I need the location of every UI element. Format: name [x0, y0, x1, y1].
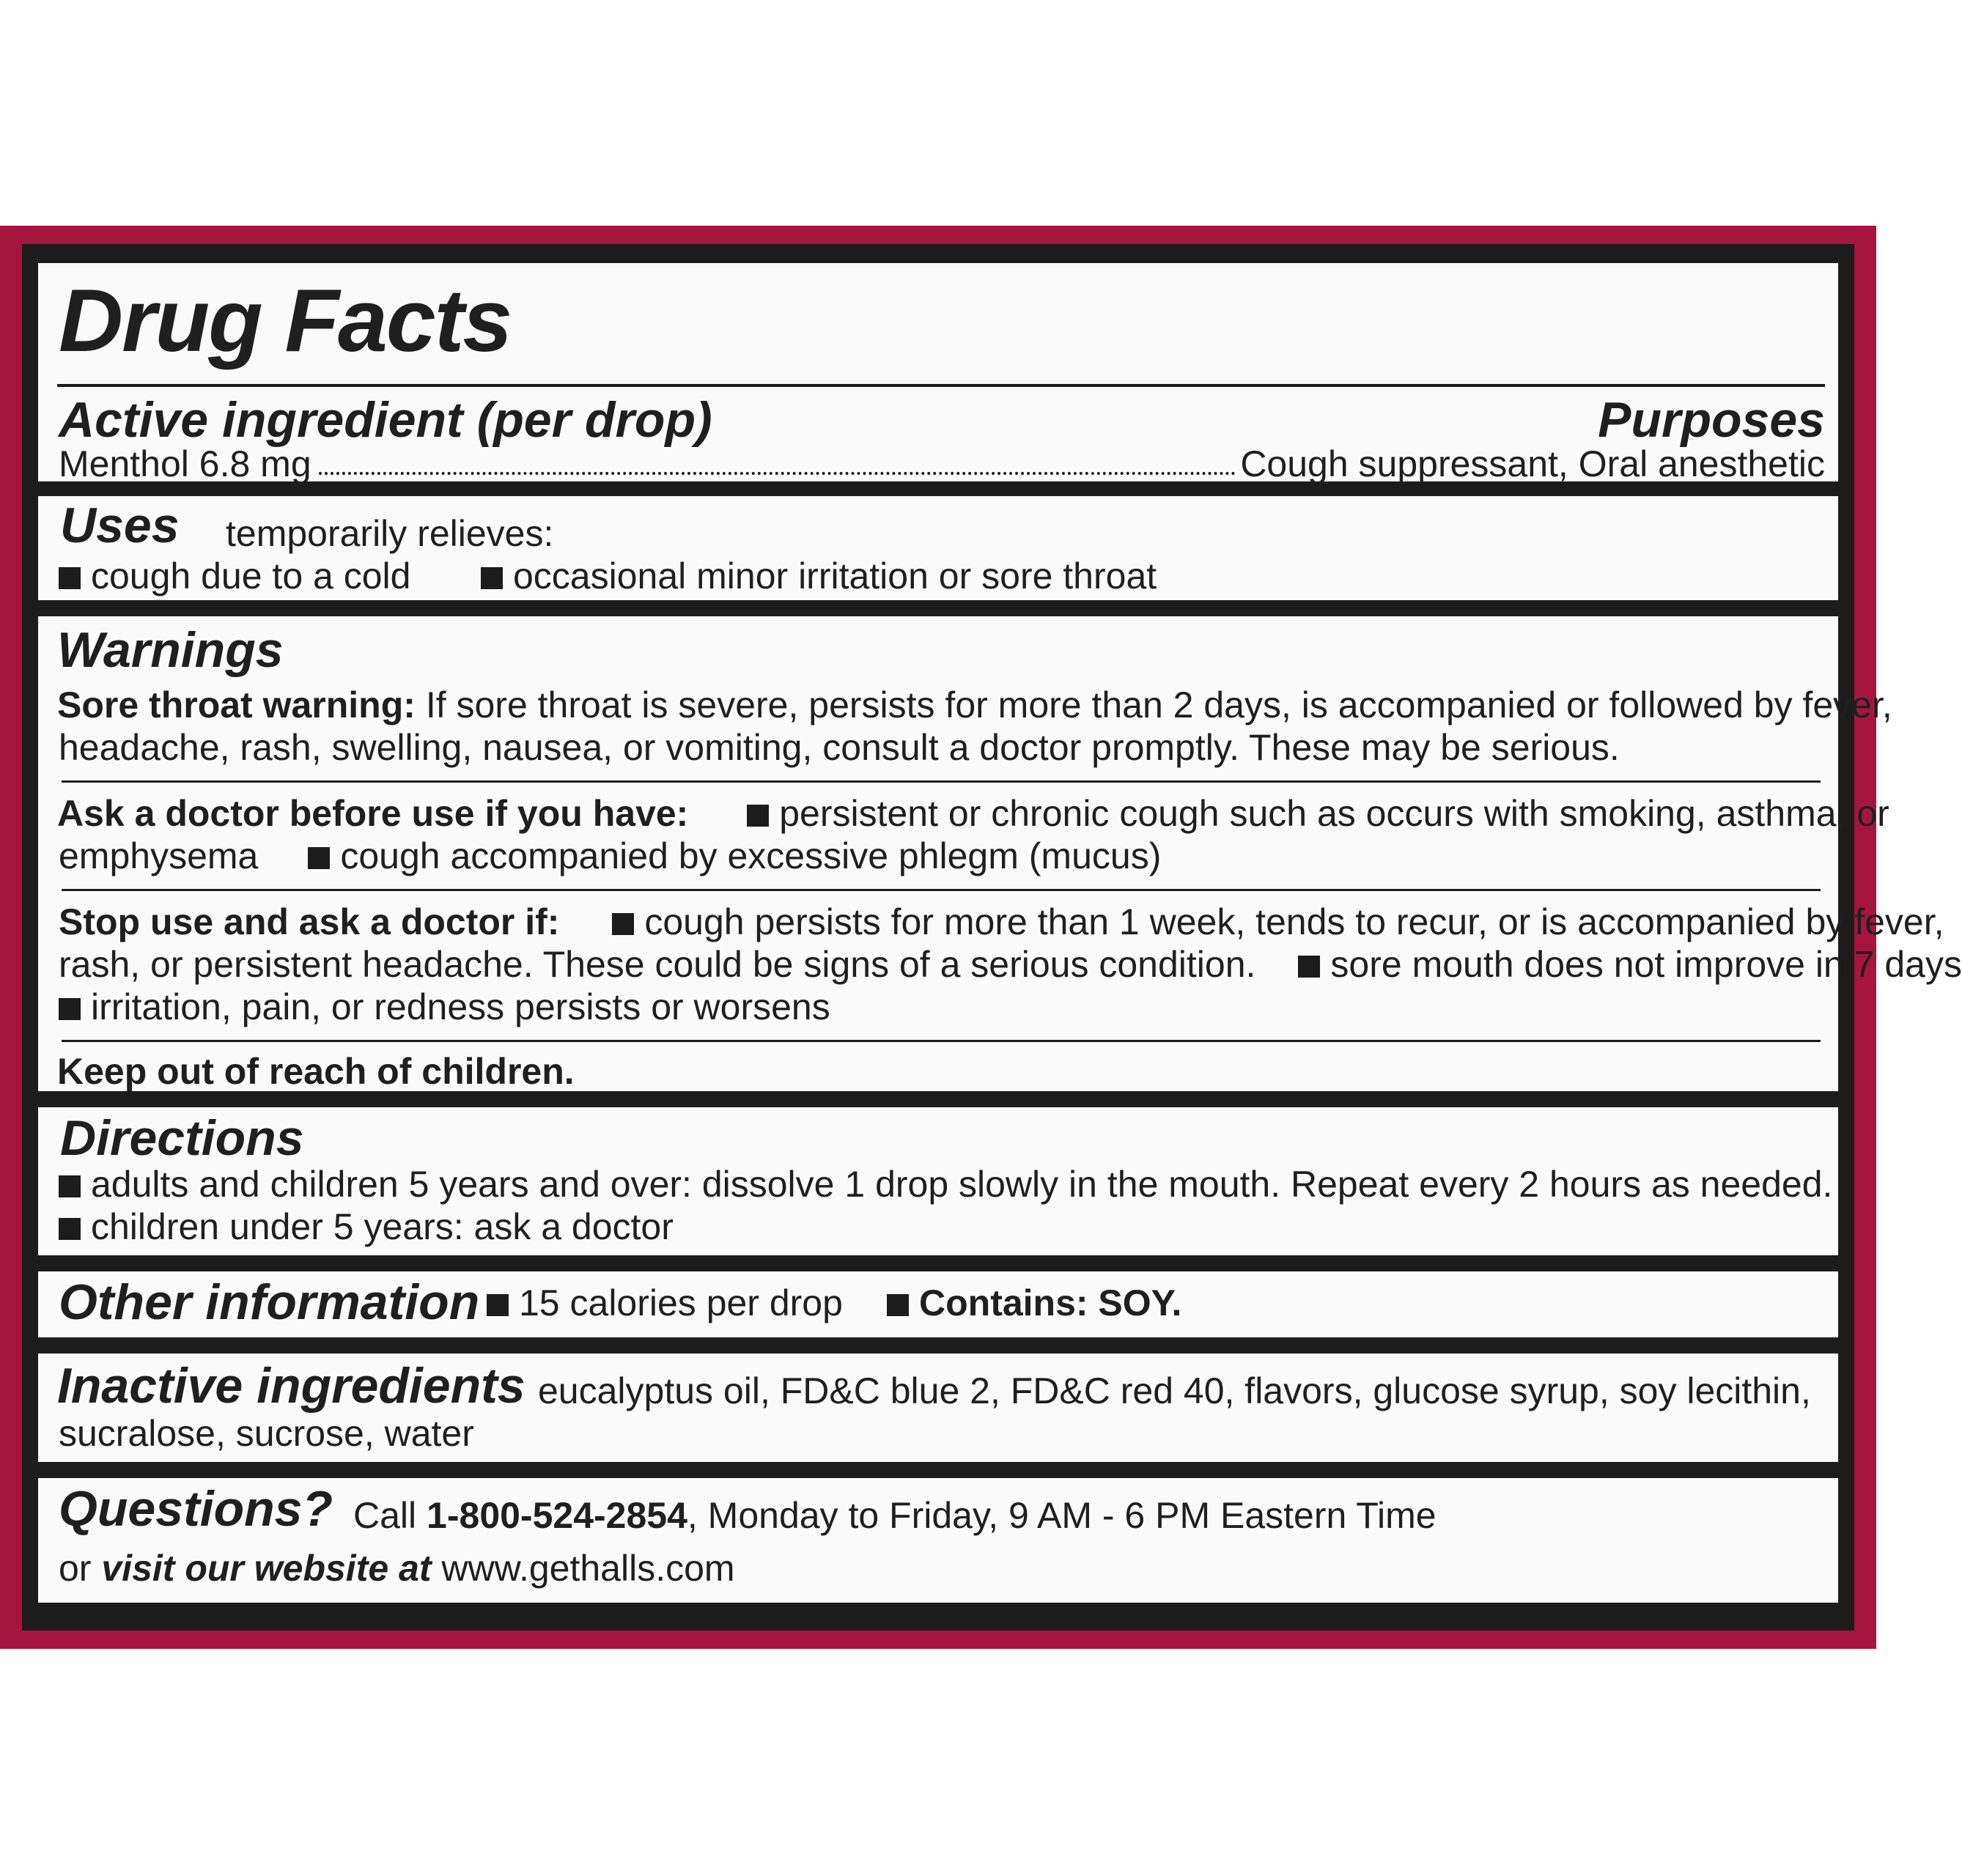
- questions-panel: [38, 1478, 1838, 1603]
- uses-panel: [38, 496, 1838, 600]
- bullet-square: [59, 1218, 81, 1240]
- other-info-item-2: Contains: SOY.: [887, 1282, 1181, 1324]
- questions-heading: Questions?: [59, 1481, 333, 1537]
- stop-use-label: Stop use and ask a doctor if:: [59, 901, 560, 942]
- phone-number[interactable]: 1-800-524-2854: [427, 1495, 687, 1536]
- bullet-square: [59, 998, 81, 1020]
- dot-leader: [319, 443, 1236, 475]
- label-border: [22, 244, 1962, 1631]
- active-ingredient-heading: Active ingredient (per drop): [59, 392, 712, 448]
- uses-heading: Uses: [60, 498, 180, 553]
- warnings-panel: [38, 616, 1962, 1092]
- questions-website-line: or visit our website at www.gethalls.com: [59, 1548, 735, 1589]
- uses-intro: temporarily relieves:: [226, 513, 554, 554]
- other-information-panel: [38, 1271, 1838, 1337]
- directions-item-2: children under 5 years: ask a doctor: [59, 1205, 674, 1248]
- bullet-square: [887, 1294, 909, 1316]
- questions-call-line: Call 1-800-524-2854, Monday to Friday, 9 AM - 6 PM Eastern Time: [353, 1495, 1437, 1536]
- inactive-ingredients-line-2: sucralose, sucrose, water: [59, 1413, 474, 1454]
- bullet-square: [59, 1175, 81, 1197]
- directions-heading: Directions: [60, 1110, 304, 1166]
- bullet-square: [1298, 956, 1320, 978]
- label-frame: [0, 226, 1962, 1649]
- warnings-heading: Warnings: [57, 622, 284, 678]
- sore-throat-warning-line-1: Sore throat warning: If sore throat is severe, persists for more than 2 days, is accompanied or followed by fever,: [57, 684, 1892, 725]
- purposes-heading: Purposes: [1598, 392, 1825, 448]
- bullet-square: [59, 567, 81, 589]
- sore-throat-warning-line-2: headache, rash, swelling, nausea, or vomiting, consult a doctor promptly. These may be serious.: [59, 727, 1620, 768]
- stop-use-line-1: Stop use and ask a doctor if: cough persists for more than 1 week, tends to recur, or is accompanied by fever,: [59, 901, 1944, 942]
- inactive-ingredients-heading: Inactive ingredients: [57, 1358, 525, 1414]
- warnings-divider-1: [62, 780, 1821, 783]
- stop-use-line-3: irritation, pain, or redness persists or worsens: [59, 986, 830, 1028]
- inactive-ingredients-line-1: eucalyptus oil, FD&C blue 2, FD&C red 40, flavors, glucose syrup, soy lecithin,: [538, 1370, 1811, 1411]
- ingredient-name: Menthol 6.8 mg: [59, 443, 311, 484]
- drug-facts-header-panel: [38, 263, 1838, 484]
- other-information-heading: Other information: [59, 1274, 480, 1330]
- inactive-ingredients-panel: [38, 1354, 1838, 1462]
- bullet-square: [747, 805, 769, 827]
- active-ingredient-row: [59, 443, 1825, 485]
- bullet-square: [612, 913, 634, 935]
- other-info-item-1: 15 calories per drop: [487, 1282, 843, 1324]
- uses-item-2: occasional minor irritation or sore throat: [481, 555, 1157, 597]
- title-divider: [57, 384, 1825, 387]
- warnings-divider-3: [62, 1040, 1821, 1042]
- directions-item-1: adults and children 5 years and over: dissolve 1 drop slowly in the mouth. Repeat every 2 hours as needed.: [59, 1163, 1832, 1205]
- ask-doctor-line-2: emphysema cough accompanied by excessive phlegm (mucus): [59, 835, 1162, 876]
- keep-out-of-reach: Keep out of reach of children.: [57, 1051, 575, 1092]
- directions-panel: [38, 1107, 1838, 1255]
- warnings-divider-2: [62, 889, 1821, 891]
- bullet-square: [487, 1294, 509, 1316]
- bullet-square: [481, 567, 503, 589]
- sore-throat-label: Sore throat warning:: [57, 684, 416, 725]
- drug-facts-title: Drug Facts: [59, 270, 512, 370]
- bullet-square: [308, 847, 330, 869]
- stop-use-line-2: rash, or persistent headache. These could be signs of a serious condition. sore mouth does not improve in 7 days: [59, 944, 1962, 985]
- uses-item-1: cough due to a cold: [59, 555, 410, 597]
- website-link[interactable]: www.gethalls.com: [441, 1548, 735, 1589]
- ingredient-purpose: Cough suppressant, Oral anesthetic: [1240, 443, 1825, 484]
- ask-doctor-line-1: Ask a doctor before use if you have: persistent or chronic cough such as occurs with smoking, asthma, or: [57, 793, 1889, 834]
- ask-doctor-label: Ask a doctor before use if you have:: [57, 793, 689, 834]
